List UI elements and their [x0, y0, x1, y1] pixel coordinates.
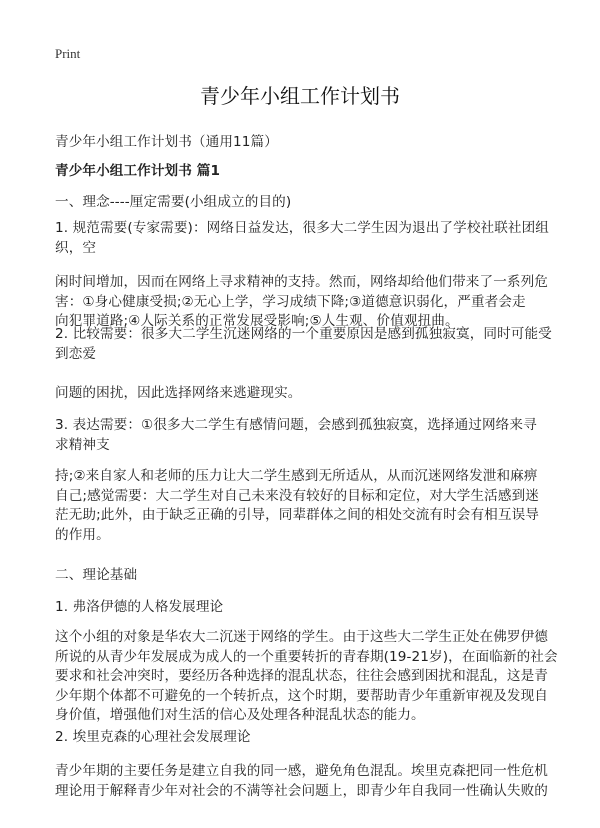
paragraph — [55, 325, 552, 364]
paragraph-line: 2. 比较需要：很多大二学生沉迷网络的一个重要原因是感到孤独寂寞，同时可能受 — [55, 326, 552, 342]
paragraph-line: 向犯罪道路;④人际关系的正常发展受影响;⑤人生观、价值观扭曲。 — [55, 313, 459, 329]
paragraph-line: 持;②来自家人和老师的压力让大二学生感到无所适从，从而沉迷网络发泄和麻痹 — [55, 468, 538, 484]
paragraph — [55, 467, 539, 545]
paragraph-line: 1. 规范需要(专家需要)：网络日益发达，很多大二学生因为退出了学校社联社团组 — [55, 220, 549, 236]
paragraph — [55, 628, 558, 726]
paragraph — [55, 193, 291, 213]
paragraph-line: 织，空 — [55, 239, 97, 256]
paragraph-line: 害：①身心健康受损;②无心上学，学习成绩下降;③道德意识弱化，严重者会走 — [55, 293, 526, 310]
paragraph-line: 到恋爱 — [55, 345, 97, 362]
paragraph — [55, 384, 302, 404]
paragraph-line: 青少年期的主要任务是建立自我的同一感，避免角色混乱。埃里克森把同一性危机 — [55, 763, 548, 779]
paragraph-line: 1. 弗洛伊德的人格发展理论 — [55, 599, 224, 615]
paragraph-line: 问题的困扰，因此选择网络来逃避现实。 — [55, 385, 302, 401]
paragraph — [55, 273, 548, 332]
paragraph-line: 身价值，增强他们对生活的信心及处理各种混乱状态的能力。 — [55, 707, 425, 723]
paragraph-line: 自己;感觉需要：大二学生对自己未来没有较好的目标和定位，对大学生活感到迷 — [55, 487, 539, 504]
paragraph-line: 3. 表达需要：①很多大二学生有感情问题，会感到孤独寂寞，选择通过网络来寻 — [55, 417, 537, 433]
paragraph-line: 一、理念----厘定需要(小组成立的目的) — [55, 194, 292, 210]
document-title: 青少年小组工作计划书 — [200, 84, 400, 108]
paragraph-line: 理论用于解释青少年对社会的不满等社会问题上，即青少年自我同一性确认失败的 — [55, 782, 548, 799]
print-link[interactable]: Print — [55, 46, 81, 61]
paragraph-line: 少年期个体都不可避免的一个转折点，这个时期，要帮助青少年重新审视及发现自 — [55, 687, 548, 704]
document-subtitle: 青少年小组工作计划书（通用11篇） — [55, 134, 278, 150]
paragraph — [55, 219, 549, 258]
paragraph-line: 求精神支 — [55, 436, 110, 453]
section-heading: 青少年小组工作计划书 篇1 — [55, 163, 221, 179]
paragraph-line: 闲时间增加，因而在网络上寻求精神的支持。然而，网络却给他们带来了一系列危 — [55, 274, 548, 290]
paragraph-line: 2. 埃里克森的心理社会发展理论 — [55, 729, 251, 745]
paragraph — [55, 416, 537, 455]
paragraph — [55, 762, 548, 801]
paragraph-line: 二、理论基础 — [55, 567, 138, 583]
paragraph-line: 这个小组的对象是华农大二沉迷于网络的学生。由于这些大二学生正处在佛罗伊德 — [55, 629, 548, 645]
paragraph-line: 的作用。 — [55, 526, 110, 543]
paragraph-line: 所说的从青少年发展成为成人的一个重要转折的青春期(19-21岁)，在面临新的社会 — [55, 648, 558, 665]
paragraph — [55, 728, 251, 748]
paragraph — [55, 598, 223, 618]
paragraph-line: 要求和社会冲突时，要经历各种选择的混乱状态，往往会感到困扰和混乱，这是青 — [55, 668, 548, 684]
paragraph-line: 茫无助;此外，由于缺乏正确的引导，同辈群体之间的相处交流有时会有相互误导 — [55, 507, 539, 523]
paragraph — [55, 566, 137, 586]
